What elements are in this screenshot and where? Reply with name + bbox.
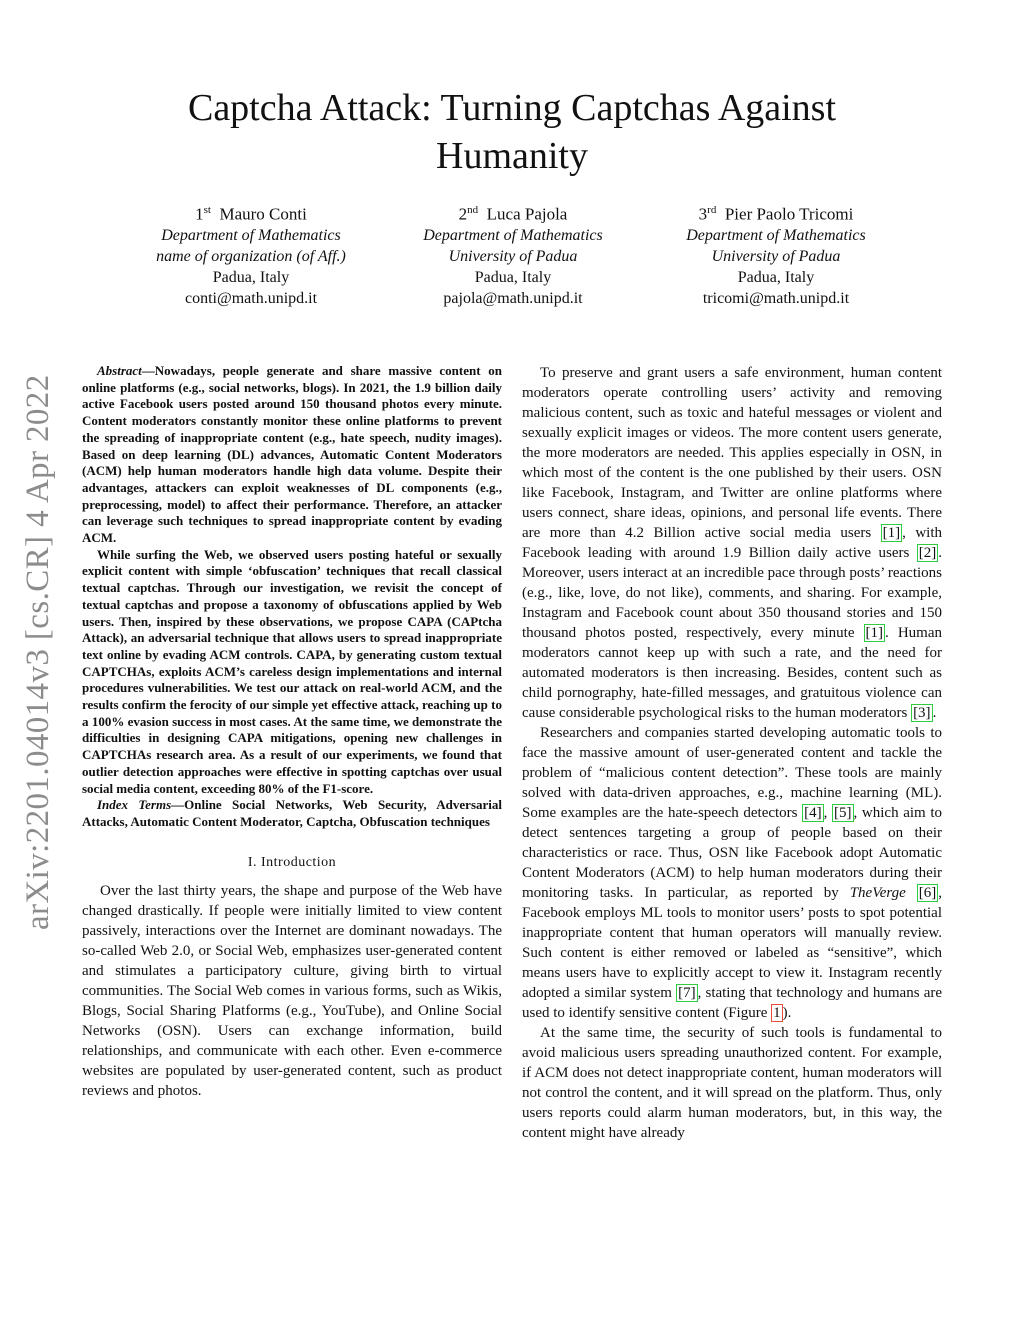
author-block-1 xyxy=(121,200,381,309)
right-paragraph-3: At the same time, the security of such tools is fundamental to avoid malicious users spreading unauthorized content. For example, if ACM does not detect inappropriate content, human moderators will not control the content, and it will spread on the platform. Thus, only users reports could alarm human moderators, but, in this way, the content might have already xyxy=(522,1025,942,1141)
index-terms-label: Index Terms xyxy=(97,797,172,813)
author-dept: Department of Mathematics xyxy=(161,226,341,244)
paper-title xyxy=(0,84,1024,180)
citation-link-1b[interactable]: [1] xyxy=(865,625,884,641)
right-column xyxy=(522,363,942,1143)
abstract-label: Abstract xyxy=(97,363,142,378)
citation-link-3[interactable]: [3] xyxy=(913,705,931,721)
author-dept: Department of Mathematics xyxy=(686,226,866,244)
author-email: conti@math.unipd.it xyxy=(184,289,318,307)
abstract-paragraph-1: Abstract—Nowadays, people generate and share massive content on online platforms (e.g., social networks, blogs). In 2021, the 1.9 billion daily active Facebook users posted around 150 thousand photos every minute. Content moderators constantly monitor these online platforms to prevent the spreading of inappropriate content (e.g., hate speech, nudity images). Based on deep learning (DL) advances, Automatic Content Moderators (ACM) help human moderators handle high data volume. Despite their advantages, attackers can exploit weaknesses of DL components (e.g., preprocessing, model) to affect their performance. Therefore, an attacker can leverage such techniques to spread inappropriate content by evading ACM. xyxy=(82,363,502,546)
source-name: TheVerge xyxy=(849,885,906,901)
author-city: Padua, Italy xyxy=(474,268,552,286)
title-line-2: Humanity xyxy=(436,135,588,177)
author-city: Padua, Italy xyxy=(737,268,815,286)
right-paragraph-2: Researchers and companies started developing automatic tools to face the massive amount of user-generated content and tackle the problem of “malicious content detection”. These tools are mainly solved with data-driven approaches, e.g., machine learning (ML). Some examples are the hate-speech detectors [4] , [5] , which aim to detect sentences targeting a group of people based on their characteristics or race. Thus, OSN like Facebook adopt Automatic Content Moderators (ACM) to help human moderators during their monitoring tasks. In particular, as reported by TheVerge [6] , Facebook employs ML tools to monitor users’ posts to spot potential inappropriate content that human operators will manually review. Such content is either removed or labeled as “sensitive”, which means users have to explicitly accept to view it. Instagram recently adopted a similar system [7] , stating that technology and humans are used to identify sensitive content (Figure 1 ). xyxy=(522,725,943,1021)
citation-link-7[interactable]: [7] xyxy=(678,985,696,1001)
author-city: Padua, Italy xyxy=(212,268,290,286)
author-block-2 xyxy=(383,200,643,309)
author-name: 3rd Pier Paolo Tricomi xyxy=(698,204,854,224)
author-block-3 xyxy=(646,200,906,309)
author-org: name of organization (of Aff.) xyxy=(156,247,346,265)
author-dept: Department of Mathematics xyxy=(423,226,603,244)
figure-link-1[interactable]: 1 xyxy=(773,1005,781,1021)
citation-link-5[interactable]: [5] xyxy=(834,805,852,821)
author-email: tricomi@math.unipd.it xyxy=(702,289,850,307)
index-terms: Index Terms—Online Social Networks, Web Security, Adversarial Attacks, Automatic Content Moderator, Captcha, Obfuscation techniques xyxy=(82,797,503,829)
title-line-1: Captcha Attack: Turning Captchas Against xyxy=(187,87,837,129)
citation-link-1[interactable]: [1] xyxy=(882,525,901,541)
right-paragraph-1: To preserve and grant users a safe environment, human content moderators operate controlling users’ activity and removing malicious content, such as toxic and hateful messages or violent and sexually explicit images or videos. The more content users generate, the more moderators are needed. This applies especially in OSN, in which most of the content is the one published by their users. OSN like Facebook, Instagram, and Twitter are online platforms where users connect, share ideas, opinions, and personal life events. There are more than 4.2 Billion active social media users [1] , with Facebook leading with around 1.9 Billion daily active users [2] . Moreover, users interact at an incredible pace through posts’ reactions (e.g., like, love, do not like), comments, and sharing. For example, Instagram and Facebook count about 350 thousand stories and 150 thousand photos posted, respectively, every minute [1] . Human moderators cannot keep up with such a rate, and the need for automated moderators is then increasing. Besides, content such as child pornography, hate-filled messages, and gratuitous violence can cause considerable psychological risks to the human moderators [3] . xyxy=(522,365,943,721)
author-org: University of Padua xyxy=(711,247,841,265)
abstract-paragraph-2: While surfing the Web, we observed users posting hateful or sexually explicit content with simple ‘obfuscation’ techniques that recall classical textual captchas. Through our investigation, we revisit the concept of textual captchas and propose a taxonomy of obfuscations applied by Web users. Then, inspired by these observations, we propose CAPA (CAPtcha Attack), an adversarial technique that allows users to spread inappropriate text online by evading ACM controls. CAPA, by generating custom textual CAPTCHAs, exploits ACM’s careless design implementations and internal procedures vulnerabilities. We test our attack on real-world ACM, and the results confirm the ferocity of our simple yet effective attack, reaching up to a 100% evasion success in most cases. At the same time, we demonstrate the difficulties in designing CAPA mitigations, opening new challenges in CAPTCHAs research area. As a result of our experiments, we found that outlier detection approaches were effective in spotting captchas over usual social media content, exceeding 80% of the F1-score. xyxy=(82,546,502,796)
author-org: University of Padua xyxy=(448,247,578,265)
author-email: pajola@math.unipd.it xyxy=(443,289,583,307)
arxiv-identifier: arXiv:2201.04014v3 [cs.CR] 4 Apr 2022 xyxy=(20,374,56,930)
intro-paragraph-1: Over the last thirty years, the shape and purpose of the Web have changed drastically. If people were initially limited to view content passively, interactions over the Internet are dominant nowadays. The so-called Web 2.0, or Social Web, emphasizes user-generated content and stimulates a participatory culture, giving birth to virtual communities. The Social Web comes in various forms, such as Wikis, Blogs, Social Sharing Platforms (e.g., YouTube), and Online Social Networks (OSN). Users can exchange information, build relationships, and communicate with each other. Even e-commerce websites are populated by user-generated content, such as product reviews and photos. xyxy=(82,882,502,1099)
left-column xyxy=(82,363,502,1101)
author-name: 2nd Luca Pajola xyxy=(458,204,568,224)
citation-link-4[interactable]: [4] xyxy=(804,805,822,821)
citation-link-2[interactable]: [2] xyxy=(918,545,937,561)
section-heading-introduction: I. Introduction xyxy=(247,854,337,870)
citation-link-6[interactable]: [6] xyxy=(918,885,937,901)
author-name: 1st Mauro Conti xyxy=(195,204,307,224)
